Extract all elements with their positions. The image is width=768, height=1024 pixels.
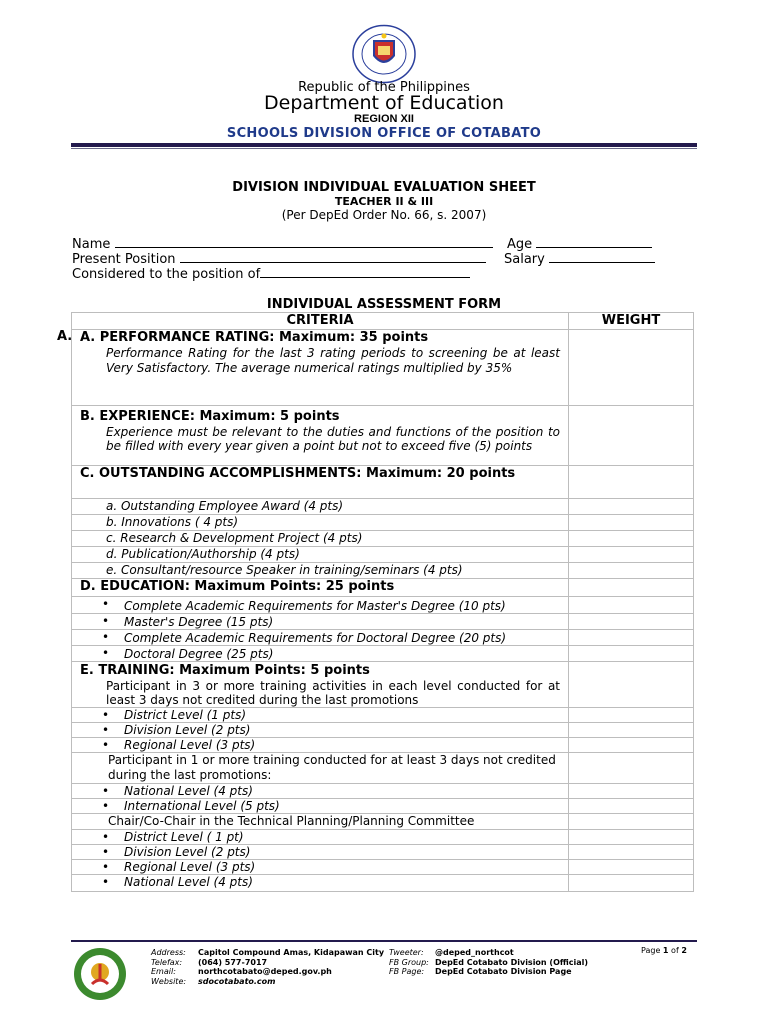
bullet-icon: • bbox=[102, 708, 110, 722]
sheet-title: DIVISION INDIVIDUAL EVALUATION SHEET bbox=[232, 180, 536, 195]
section-b-title: B. EXPERIENCE: Maximum: 5 points bbox=[80, 409, 340, 424]
table-row bbox=[72, 753, 694, 784]
bullet-icon: • bbox=[102, 646, 110, 660]
weight-cell[interactable] bbox=[569, 784, 694, 799]
email-value[interactable]: northcotabato@deped.gov.ph bbox=[198, 967, 332, 976]
bullet-icon: • bbox=[102, 860, 110, 874]
division-logo-icon bbox=[72, 946, 128, 1002]
weight-cell[interactable] bbox=[569, 630, 694, 646]
office-name: SCHOOLS DIVISION OFFICE OF COTABATO bbox=[226, 126, 542, 141]
table-row bbox=[72, 499, 694, 515]
section-d-title: D. EDUCATION: Maximum Points: 25 points bbox=[80, 579, 395, 594]
department-name: Department of Education bbox=[264, 92, 504, 114]
age-label: Age bbox=[507, 237, 533, 252]
section-c-weight[interactable] bbox=[569, 466, 694, 499]
table-row bbox=[72, 799, 694, 814]
table-row bbox=[72, 630, 694, 646]
deped-seal-icon bbox=[351, 24, 417, 84]
salary-label: Salary bbox=[504, 252, 545, 267]
bullet-icon: • bbox=[102, 830, 110, 844]
region-label: REGION XII bbox=[354, 113, 414, 125]
e-item: Division Level (2 pts) bbox=[124, 845, 251, 859]
d-item: Complete Academic Requirements for Doctoral Degree (20 pts) bbox=[124, 631, 507, 645]
page-total: 2 bbox=[681, 946, 687, 955]
weight-cell[interactable] bbox=[569, 723, 694, 738]
fbgroup-label: FB Group: bbox=[389, 957, 429, 967]
weight-cell[interactable] bbox=[569, 860, 694, 875]
weight-cell[interactable] bbox=[569, 738, 694, 753]
footer-values-left bbox=[198, 948, 384, 986]
bullet-icon: • bbox=[102, 630, 110, 644]
weight-cell[interactable] bbox=[569, 531, 694, 547]
page-prefix: Page bbox=[641, 946, 661, 955]
name-label: Name bbox=[72, 237, 111, 252]
table-row bbox=[72, 547, 694, 563]
bullet-icon: • bbox=[102, 799, 110, 813]
fbpage-value[interactable]: DepEd Cotabato Division Page bbox=[435, 967, 572, 976]
bullet-icon: • bbox=[102, 723, 110, 737]
weight-cell[interactable] bbox=[569, 753, 694, 784]
e-item: District Level ( 1 pt) bbox=[124, 830, 244, 844]
table-row bbox=[72, 646, 694, 662]
d-item: Complete Academic Requirements for Master's Degree (10 pts) bbox=[124, 599, 506, 613]
weight-cell[interactable] bbox=[569, 499, 694, 515]
position-label: Present Position bbox=[72, 252, 176, 267]
country-name: Republic of the Philippines bbox=[298, 80, 470, 95]
e-item: National Level (4 pts) bbox=[124, 784, 253, 798]
section-b-weight[interactable] bbox=[569, 406, 694, 466]
header-divider-thin bbox=[71, 148, 697, 149]
address-value: Capitol Compound Amas, Kidapawan City bbox=[198, 948, 385, 957]
criteria-header: CRITERIA bbox=[72, 313, 569, 330]
considered-blank bbox=[260, 266, 470, 278]
tweeter-value[interactable]: @deped_northcot bbox=[435, 948, 514, 957]
weight-cell[interactable] bbox=[569, 875, 694, 892]
bullet-icon: • bbox=[102, 875, 110, 889]
position-blank bbox=[180, 251, 486, 263]
weight-cell[interactable] bbox=[569, 830, 694, 845]
age-blank bbox=[536, 236, 652, 248]
section-e-weight[interactable] bbox=[569, 662, 694, 708]
c-item: a. Outstanding Employee Award (4 pts) bbox=[72, 499, 569, 515]
page-of: of bbox=[671, 946, 679, 955]
c-item: c. Research & Development Project (4 pts) bbox=[72, 531, 569, 547]
weight-cell[interactable] bbox=[569, 799, 694, 814]
d-item: Doctoral Degree (25 pts) bbox=[124, 647, 274, 661]
weight-cell[interactable] bbox=[569, 563, 694, 579]
fbpage-label: FB Page: bbox=[389, 967, 425, 976]
e-item: Regional Level (3 pts) bbox=[124, 860, 256, 874]
section-e-desc-3: Chair/Co-Chair in the Technical Planning/Planning Committee bbox=[72, 814, 569, 830]
section-e-desc-1: Participant in 3 or more training activities in each level conducted for at least 3 days not credited during the last promotions bbox=[106, 679, 560, 707]
bullet-icon: • bbox=[102, 614, 110, 628]
table-row bbox=[72, 845, 694, 860]
footer-divider bbox=[71, 940, 697, 942]
bullet-icon: • bbox=[102, 784, 110, 798]
section-e-row bbox=[72, 662, 694, 708]
telefax-value: (064) 577-7017 bbox=[198, 957, 268, 967]
email-label: Email: bbox=[151, 967, 176, 976]
c-item: e. Consultant/resource Speaker in training/seminars (4 pts) bbox=[72, 563, 569, 579]
header-divider bbox=[71, 143, 697, 147]
c-item: b. Innovations ( 4 pts) bbox=[72, 515, 569, 531]
section-a-title: A. PERFORMANCE RATING: Maximum: 35 points bbox=[80, 330, 429, 345]
table-row bbox=[72, 875, 694, 892]
section-a-row bbox=[72, 330, 694, 406]
bullet-icon: • bbox=[102, 597, 110, 611]
table-row bbox=[72, 563, 694, 579]
considered-label: Considered to the position of bbox=[72, 267, 261, 282]
weight-cell[interactable] bbox=[569, 646, 694, 662]
d-item: Master's Degree (15 pts) bbox=[124, 615, 274, 629]
section-b-row bbox=[72, 406, 694, 466]
footer-values-right bbox=[435, 948, 588, 977]
section-a-weight[interactable] bbox=[569, 330, 694, 406]
e-item: International Level (5 pts) bbox=[124, 799, 280, 813]
e-item: District Level (1 pts) bbox=[124, 708, 247, 722]
c-item: d. Publication/Authorship (4 pts) bbox=[72, 547, 569, 563]
weight-cell[interactable] bbox=[569, 814, 694, 830]
section-e-title: E. TRAINING: Maximum Points: 5 points bbox=[80, 663, 370, 678]
section-b-desc: Experience must be relevant to the duties and functions of the position to be filled with every year given a point but not to exceed five (5) points bbox=[106, 425, 560, 453]
page-number bbox=[641, 946, 687, 955]
sheet-subtitle: TEACHER II & III bbox=[334, 195, 434, 208]
table-row bbox=[72, 830, 694, 845]
footer-labels-right bbox=[389, 948, 429, 977]
page-current: 1 bbox=[662, 946, 669, 955]
address-label: Address: bbox=[151, 948, 186, 957]
footer-labels-left bbox=[151, 948, 186, 986]
bullet-icon: • bbox=[102, 738, 110, 752]
name-blank bbox=[115, 236, 493, 248]
telefax-label: Telefax: bbox=[151, 957, 183, 967]
weight-cell[interactable] bbox=[569, 515, 694, 531]
table-row bbox=[72, 723, 694, 738]
name-field[interactable] bbox=[72, 236, 493, 252]
table-row bbox=[72, 515, 694, 531]
table-row bbox=[72, 708, 694, 723]
table-row bbox=[72, 614, 694, 630]
weight-cell[interactable] bbox=[569, 597, 694, 614]
website-value[interactable]: sdocotabato.com bbox=[198, 976, 276, 986]
e-item: Division Level (2 pts) bbox=[124, 723, 251, 737]
form-heading: INDIVIDUAL ASSESSMENT FORM bbox=[266, 297, 502, 312]
salary-field[interactable] bbox=[504, 251, 655, 267]
tweeter-label: Tweeter: bbox=[389, 948, 424, 957]
table-row bbox=[72, 531, 694, 547]
section-c-row bbox=[72, 466, 694, 499]
section-a-marker: A. bbox=[57, 329, 73, 344]
fbgroup-value[interactable]: DepEd Cotabato Division (Official) bbox=[435, 957, 589, 967]
table-row bbox=[72, 738, 694, 753]
table-header-row bbox=[72, 313, 694, 330]
sheet-reference: (Per DepEd Order No. 66, s. 2007) bbox=[281, 208, 487, 222]
weight-cell[interactable] bbox=[569, 708, 694, 723]
bullet-icon: • bbox=[102, 845, 110, 859]
e-item: National Level (4 pts) bbox=[124, 875, 253, 889]
section-c-title: C. OUTSTANDING ACCOMPLISHMENTS: Maximum: 20 points bbox=[80, 466, 516, 481]
age-field[interactable] bbox=[507, 236, 652, 252]
weight-cell[interactable] bbox=[569, 845, 694, 860]
e-item: Regional Level (3 pts) bbox=[124, 738, 256, 752]
table-row bbox=[72, 784, 694, 799]
table-row bbox=[72, 597, 694, 614]
weight-header: WEIGHT bbox=[569, 313, 694, 330]
section-d-row bbox=[72, 579, 694, 597]
considered-field[interactable] bbox=[72, 266, 470, 282]
table-row bbox=[72, 860, 694, 875]
weight-cell[interactable] bbox=[569, 614, 694, 630]
section-a-desc: Performance Rating for the last 3 rating periods to screening be at least Very Satisfactory. The average numerical ratings multiplied by 35% bbox=[106, 346, 560, 375]
assessment-table bbox=[71, 312, 694, 892]
salary-blank bbox=[549, 251, 655, 263]
weight-cell[interactable] bbox=[569, 547, 694, 563]
website-label: Website: bbox=[151, 976, 187, 986]
position-field[interactable] bbox=[72, 251, 486, 267]
section-d-weight[interactable] bbox=[569, 579, 694, 597]
table-row bbox=[72, 814, 694, 830]
section-e-desc-2: Participant in 1 or more training conducted for at least 3 days not credited during the last promotions: bbox=[72, 753, 569, 784]
